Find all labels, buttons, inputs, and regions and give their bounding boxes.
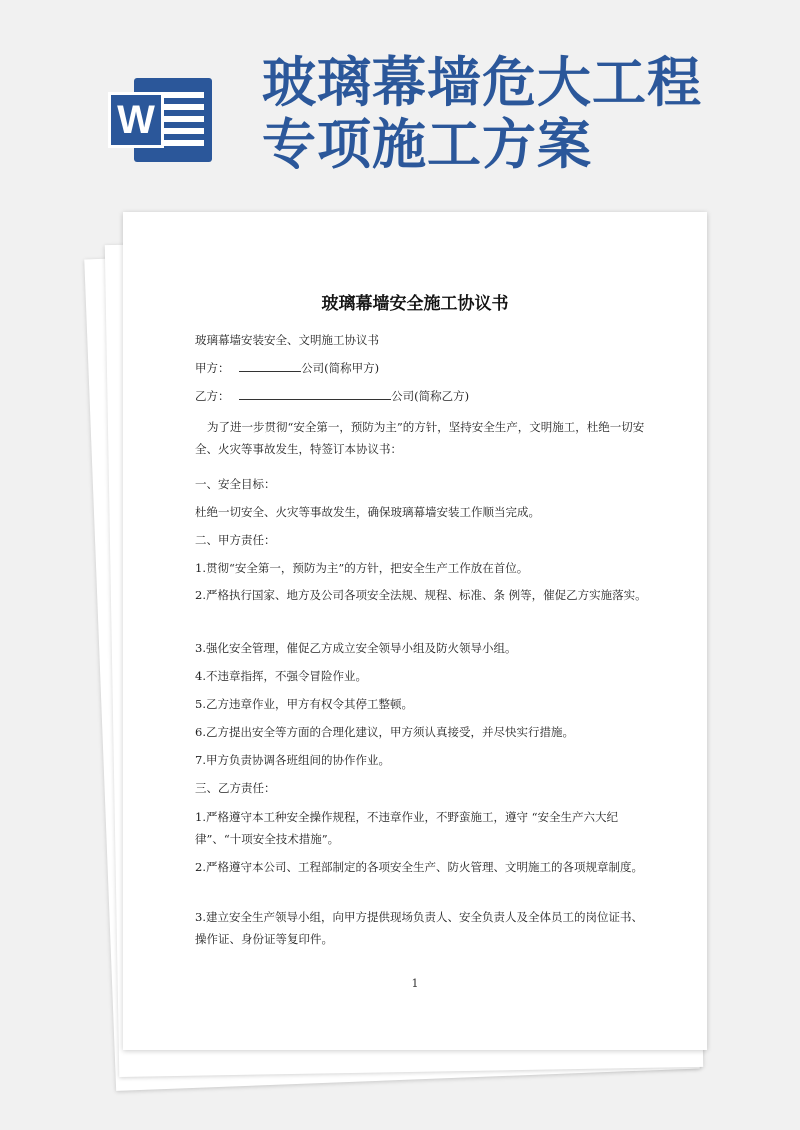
section3-item: 1.严格遵守本工种安全操作规程，不违章作业，不野蛮施工，遵守 “安全生产六大纪律”、“十项安全技术措施”。: [195, 810, 619, 846]
intro-paragraph: 为了进一步贯彻“安全第一，预防为主”的方针，坚持安全生产，文明施工，杜绝一切安全、火灾等事故发生，特签订本协议书：: [195, 420, 645, 456]
section2-item: 1.贯彻“安全第一，预防为主”的方针，把安全生产工作放在首位。: [195, 561, 529, 575]
party-b-line: [195, 386, 665, 406]
document-page: [123, 212, 707, 1050]
section2-item: 2.严格执行国家、地方及公司各项安全法规、规程、标准、条 例等，催促乙方实施落实。: [195, 588, 647, 602]
section1-text: 杜绝一切安全、火灾等事故发生，确保玻璃幕墙安装工作顺当完成。: [195, 505, 540, 519]
party-b-blank: [239, 387, 391, 400]
section3-heading: 三、乙方责任：: [195, 781, 276, 795]
section2-item: 6.乙方提出安全等方面的合理化建议，甲方须认真接受，并尽快实行措施。: [195, 725, 574, 739]
section3-item: 2.严格遵守本公司、工程部制定的各项安全生产、防火管理、文明施工的各项规章制度。: [195, 860, 643, 874]
section2-item: 4.不违章指挥，不强令冒险作业。: [195, 669, 367, 683]
party-a-blank: [239, 359, 301, 372]
header-banner: [0, 0, 800, 200]
party-b-label: 乙方：: [195, 389, 230, 403]
word-letter-badge: W: [108, 92, 164, 148]
section2-heading: 二、甲方责任：: [195, 533, 276, 547]
page-number: 1: [411, 977, 419, 990]
party-a-label: 甲方：: [195, 361, 230, 375]
party-b-suffix: 公司(简称乙方): [391, 389, 470, 403]
document-subtitle: 玻璃幕墙安装安全、文明施工协议书: [195, 333, 379, 347]
section2-item: 7.甲方负责协调各班组间的协作作业。: [195, 753, 390, 767]
section1-heading: 一、安全目标：: [195, 477, 276, 491]
section2-item: 5.乙方违章作业，甲方有权令其停工整顿。: [195, 697, 413, 711]
section2-item: 3.强化安全管理，催促乙方成立安全领导小组及防火领导小组。: [195, 641, 517, 655]
party-a-suffix: 公司(简称甲方): [301, 361, 380, 375]
section3-item: 3.建立安全生产领导小组，向甲方提供现场负责人、安全负责人及全体员工的岗位证书、操作证、身份证等复印件。: [195, 910, 643, 946]
banner-title-line1: 玻璃幕墙危大工程: [262, 51, 702, 114]
document-title: 玻璃幕墙安全施工协议书: [321, 294, 509, 314]
banner-title-line2: 专项施工方案: [262, 113, 592, 176]
banner-title: [262, 52, 782, 176]
word-document-icon: [108, 78, 212, 162]
party-a-line: [195, 358, 665, 378]
